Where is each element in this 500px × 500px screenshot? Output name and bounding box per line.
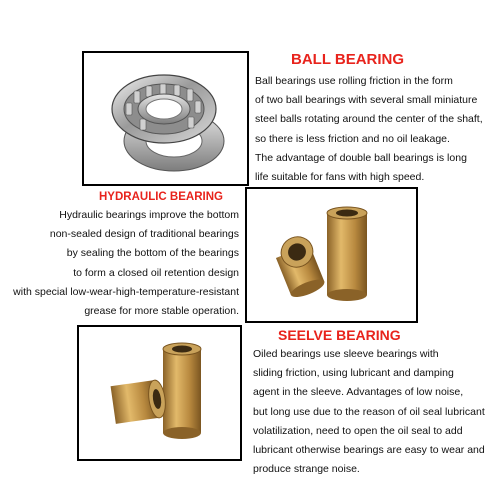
sleeve-bearing-line: sliding friction, using lubricant and damping xyxy=(253,367,454,380)
hydraulic-bearing-image xyxy=(247,189,416,321)
sleeve-bearing-line: but long use due to the reason of oil seal lubricant xyxy=(253,405,485,418)
ball-bearing-image-frame xyxy=(82,51,249,186)
ball-bearing-description xyxy=(255,72,483,187)
sleeve-bearing-line: produce strange noise. xyxy=(253,463,360,476)
ball-bearing-line: steel balls rotating around the center of the shaft, xyxy=(255,113,483,126)
ball-bearing-image xyxy=(84,53,247,184)
sleeve-bearing-image xyxy=(79,327,240,459)
hydraulic-bearing-line: non-sealed design of traditional bearings xyxy=(49,228,239,241)
sleeve-bearing-line: Oiled bearings use sleeve bearings with xyxy=(253,348,439,360)
hydraulic-bearing-description xyxy=(13,206,239,321)
ball-bearing-line: so there is less friction and no oil leakage. xyxy=(255,132,450,145)
sleeve-bearing-line: agent in the sleeve. Advantages of low noise, xyxy=(253,386,464,399)
ball-bearing-line: The advantage of double ball bearings is long xyxy=(255,151,467,164)
sleeve-bearing-line: lubricant otherwise bearings are easy to wear and xyxy=(253,444,485,457)
ball-bearing-line: of two ball bearings with several small miniature xyxy=(255,94,478,107)
ball-bearing-line: life suitable for fans with high speed. xyxy=(255,171,425,184)
sleeve-bearing-line: volatilization, need to open the oil seal to add xyxy=(253,424,463,437)
ball-bearing-title: BALL BEARING xyxy=(291,51,405,68)
hydraulic-bearing-line: with special low-wear-high-temperature-resistant xyxy=(13,285,239,298)
hydraulic-bearing-title: HYDRAULIC BEARING xyxy=(99,191,223,203)
hydraulic-bearing-line: to form a closed oil retention design xyxy=(73,266,239,279)
sleeve-bearing-image-frame xyxy=(77,325,242,461)
sleeve-bearing-description xyxy=(253,345,485,479)
hydraulic-bearing-line: by sealing the bottom of the bearings xyxy=(66,247,239,260)
ball-bearing-line: Ball bearings use rolling friction in the form xyxy=(255,75,453,87)
hydraulic-bearing-line: grease for more stable operation. xyxy=(84,305,239,318)
sleeve-bearing-title: SEELVE BEARING xyxy=(278,327,401,343)
hydraulic-bearing-line: Hydraulic bearings improve the bottom xyxy=(59,209,239,221)
hydraulic-bearing-image-frame xyxy=(245,187,418,323)
